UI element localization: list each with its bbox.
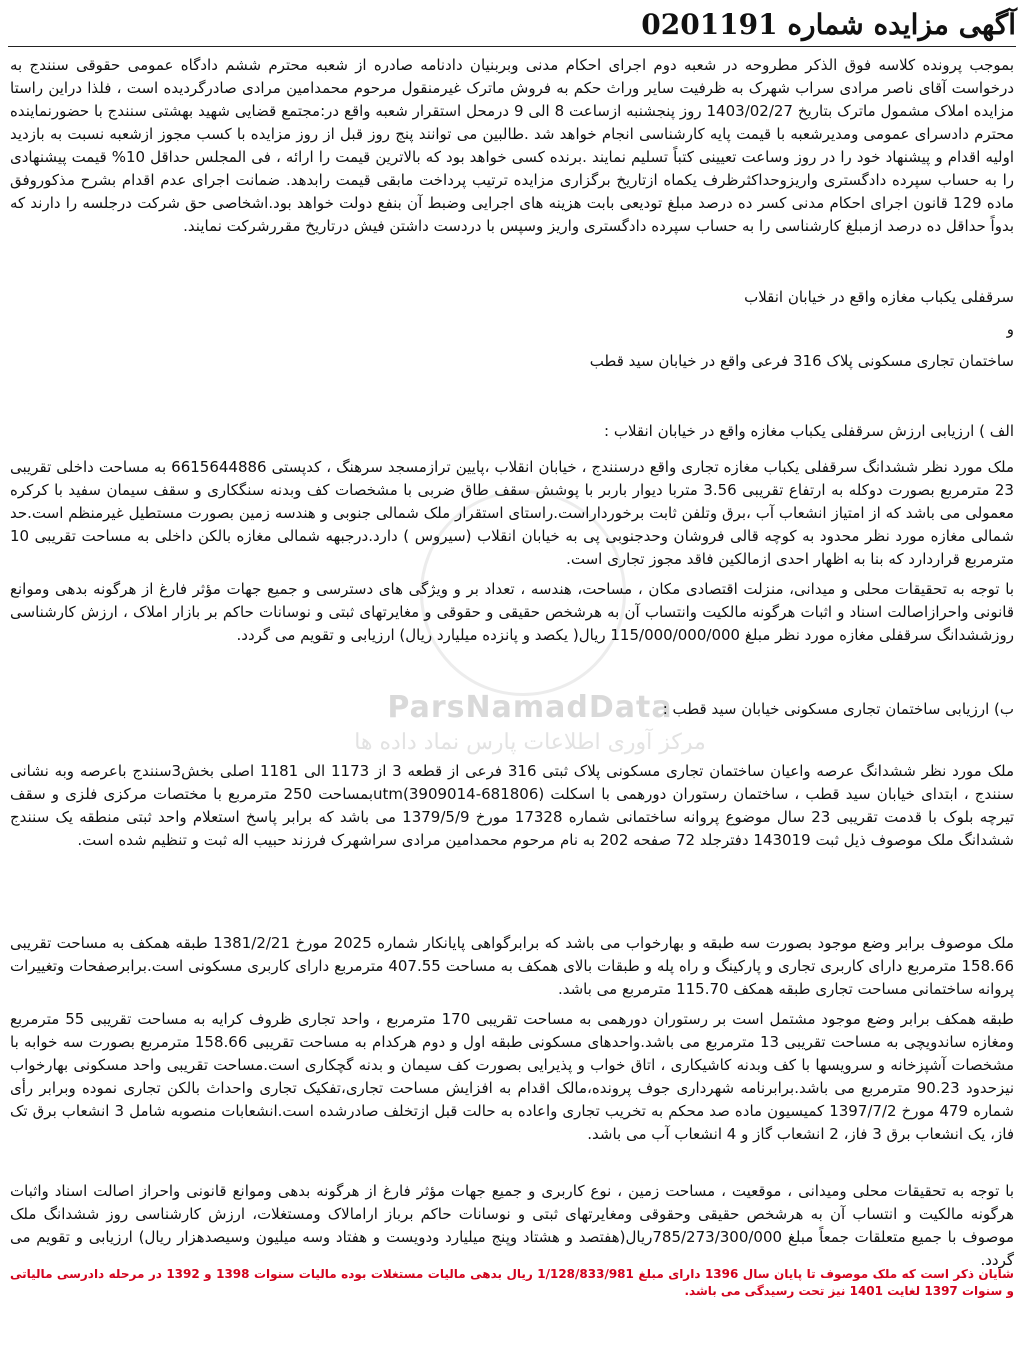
section-b-heading: ب) ارزیابی ساختمان تجاری مسکونی خیابان سید قطب : <box>662 700 1014 718</box>
section-b-details: طبقه همکف برابر وضع موجود مشتمل است بر رستوران دورهمی به مساحت تقریبی 170 مترمربع ، واحد تجاری ظروف کرایه به مساحت تقریبی 55 مترمربع ومغازه ساندویچی به مساحت تقریبی 13 مترمربع می باشد.واحدهای مسکونی طبقه اول و دوم هرکدام به مساحت تقریبی 158.66 مترمربع بصورت سه خوابه با مشخصات آشپزخانه و سرویسها با کف وبدنه کاشیکاری ، اتاق خواب و پذیرایی بصورت کف سیمان و بدنه گچکاری است.مساحت تقریبی واحد مسکونی بهارخواب نیزحدود 90.23 مترمربع می باشد.برابرنامه شهرداری جوف پرونده،مالک اقدام به افزایش مساحت تجاری،تفکیک تجاری واحداث بالکن تجاری نموده وبرابر رأی شماره 479 مورخ 1397/7/2 کمیسیون ماده صد محکم به تخریب تجاری واعاده به حالت قبل ازتخلف صادرشده است.انشعابات منصوبه شامل 3 انشعاب برق تک فاز، یک انشعاب برق 3 فاز، 2 انشعاب گاز و 4 انشعاب آب می باشد. <box>10 1010 1014 1143</box>
section-a-valuation: با توجه به تحقیقات محلی و میدانی، منزلت اقتصادی مکان ، مساحت، هندسه ، تعداد بر و ویژگی های دسترسی و جمیع جهات مؤثر فارغ از هرگونه بدهی وموانع قانونی واحرازاصالت اسناد و اثبات هرگونه مالکیت وانتساب آن به هرشخص حقیقی و حقوقی و مغایرتهای ثبتی و نوسانات حاکم بر بازار املاک ، ارزش کارشناسی روزششدانگ سرقفلی مغازه مورد نظر مبلغ 115/000/000/000 ریال( یکصد و پانزده میلیارد ریال) ارزیابی و تقویم می گردد. <box>10 580 1014 644</box>
item-and: و <box>1006 320 1014 338</box>
watermark-brand: ParsNamadData <box>387 690 673 725</box>
intro-paragraph: بموجب پرونده کلاسه فوق الذکر مطروحه در شعبه دوم اجرای احکام مدنی وبربنیان دادنامه صادره از شعبه محترم ششم دادگاه عمومی حقوقی سنندج به درخواست آقای ناصر مرادی سراب شهرک به ظرفیت سایر وراث حکم به فروش ماترک غیرمنقول مرحوم محمدامین مرادی صادرگردیده است ، فلذا دراین راستا مزایده املاک مشمول ماترک بتاریخ 1403/02/27 روز پنجشنبه ازساعت 8 الی 9 درمحل استقرار شعبه واقع در:مجتمع قضایی شهید بهشتی سنندج با حضورنماینده محترم دادسرای عمومی ومدیرشعبه با قیمت پایه کارشناسی انجام خواهد شد .طالبین می توانند پنج روز قبل از روز مزایده با کسب مجوز ازشعبه نسبت به بازدید اولیه اقدام و پیشنهاد خود را در روز وساعت تعیینی کتباً تسلیم نمایند .برنده کسی خواهد بود که بالاترین قیمت را ارائه ، فی المجلس حداقل 10% قیمت پیشنهادی را به حساب سپرده دادگستری واریزوحداکثرظرف یکماه ازتاریخ برگزاری مزایده ترتیب پرداخت مابقی قیمت رابدهد. ضمانت اجرای عدم اقدام بشرح مذکوروفق ماده 129 قانون اجرای احکام مدنی کسر ده درصد مبلغ تودیعی بابت هزینه های اجرایی وضبط آن بنفع دولت خواهد بود.اشخاصی حق شرکت درجلسه را دارند که بدواً حداقل ده درصد ازمبلغ کارشناسی را به حساب سپرده دادگستری واریز وسپس با دردست داشتن فیش درتاریخ مقررشرکت نمایند. <box>10 56 1014 235</box>
watermark-tagline: مرکز آوری اطلاعات پارس نماد داده ها <box>354 730 706 755</box>
section-b-structure: ملک موصوف برابر وضع موجود بصورت سه طبقه و بهارخواب می باشد که برابرگواهی پایانکار شماره 2025 مورخ 1381/2/21 طبقه همکف به مساحت تقریبی 158.66 مترمربع دارای کاربری تجاری و پارکینگ و راه پله و طبقات بالای همکف به مساحت 407.55 مترمربع دارای کاربری مسکونی است.برابرصفحات وتغییرات پروانه ساختمانی مساحت تجاری طبقه همکف 115.70 مترمربع می باشد. <box>10 934 1015 998</box>
notice-title: آگهی مزایده شماره 0201191 <box>641 8 1016 41</box>
section-a-heading: الف ) ارزیابی ارزش سرقفلی یکباب مغازه واقع در خیابان انقلاب : <box>604 422 1014 440</box>
section-a-description: ملک مورد نظر ششدانگ سرقفلی یکباب مغازه تجاری واقع درسنندج ، خیابان انقلاب ،پایین ترازمسجد سرهنگ ، کدپستی 6615644886 به مساحت داخلی تقریبی 23 مترمربع بصورت دوکله به ارتفاع تقریبی 3.56 متربا دیوار باربر با پوشش سقف طاق ضربی با مشخصات کف وبدنه سنگکاری و سقف سیمان سفید با کرکره معمولی می باشد که از امتیاز انشعاب آب ،برق وتلفن ثابت برخورداراست.راستای استقرار ملک شمالی جنوبی و هندسه زمین بصورت مستطیل غیرمنظم است.حد شمالی مغازه مورد نظر محدود به کوچه قالی فروشان وحدجنوبی پی به خیابان انقلاب (سیروس ) دارد.درجبهه شمالی مغازه بالکن داخلی به مساحت تقریبی 10 مترمربع قراردارد که بنا به اظهار احدی ازمالکین فاقد مجوز تجاری است. <box>10 458 1015 568</box>
tax-footnote: شایان ذکر است که ملک موصوف تا پایان سال 1396 دارای مبلغ 1/128/833/981 ریال بدهی مالیات مستغلات بوده مالیات سنوات 1398 و 1392 در مرحله دادرسی مالیاتی و سنوات 1397 لغایت 1401 نیز تحت رسیدگی می باشد. <box>10 1267 1014 1298</box>
title-divider <box>8 46 1016 47</box>
section-b-valuation: با توجه به تحقیقات محلی ومیدانی ، موقعیت ، مساحت زمین ، نوع کاربری و جمیع جهات مؤثر فارغ از هرگونه بدهی وموانع قانونی واحراز اصالت اسناد واثبات هرگونه مالکیت و انتساب آن به هرشخص حقیقی وحقوقی ومغایرتهای ثبتی و نوسانات حاکم برباز ارامالاک ومستغلات، ارزش کارشناسی روز ششدانگ ملک موصوف با جمیع متعلقات جمعاً مبلغ 785/273/300/000ریال(هفتصد و هشتاد وپنج میلیارد ودویست و هفتاد وسه میلیون وسیصدهزار ریال) ارزیابی و تقویم می گردد. <box>10 1182 1014 1269</box>
item-shop: سرقفلی یکباب مغازه واقع در خیابان انقلاب <box>744 288 1014 306</box>
item-building: ساختمان تجاری مسکونی پلاک 316 فرعی واقع در خیابان سید قطب <box>589 352 1014 370</box>
section-b-description: ملک مورد نظر ششدانگ عرصه واعیان ساختمان تجاری مسکونی پلاک ثبتی 316 فرعی از قطعه 3 از 1173 الی 1181 اصلی بخش3سنندج باعرصه وبه نشانی سنندج ، ابتدای خیابان سید قطب ، ساختمان رستوران دورهمی با اسکلت (681806-3909014)utmبمساحت 250 مترمربع با مختصات مرکزی فلزی و سقف تیرچه بلوک با قدمت تقریبی 23 سال موضوع پروانه ساختمانی شماره 17328 مورخ 1379/5/9 می باشد که برابر پاسخ استعلام واحد ثبتی منطقه یک سنندج ششدانگ ملک موصوف ذیل ثبت 143019 دفترجلد 72 صفحه 202 به نام مرحوم محمدامین مرادی سراشهرک فرزند حبیب اله ثبت و تنظیم شده است. <box>10 762 1015 849</box>
